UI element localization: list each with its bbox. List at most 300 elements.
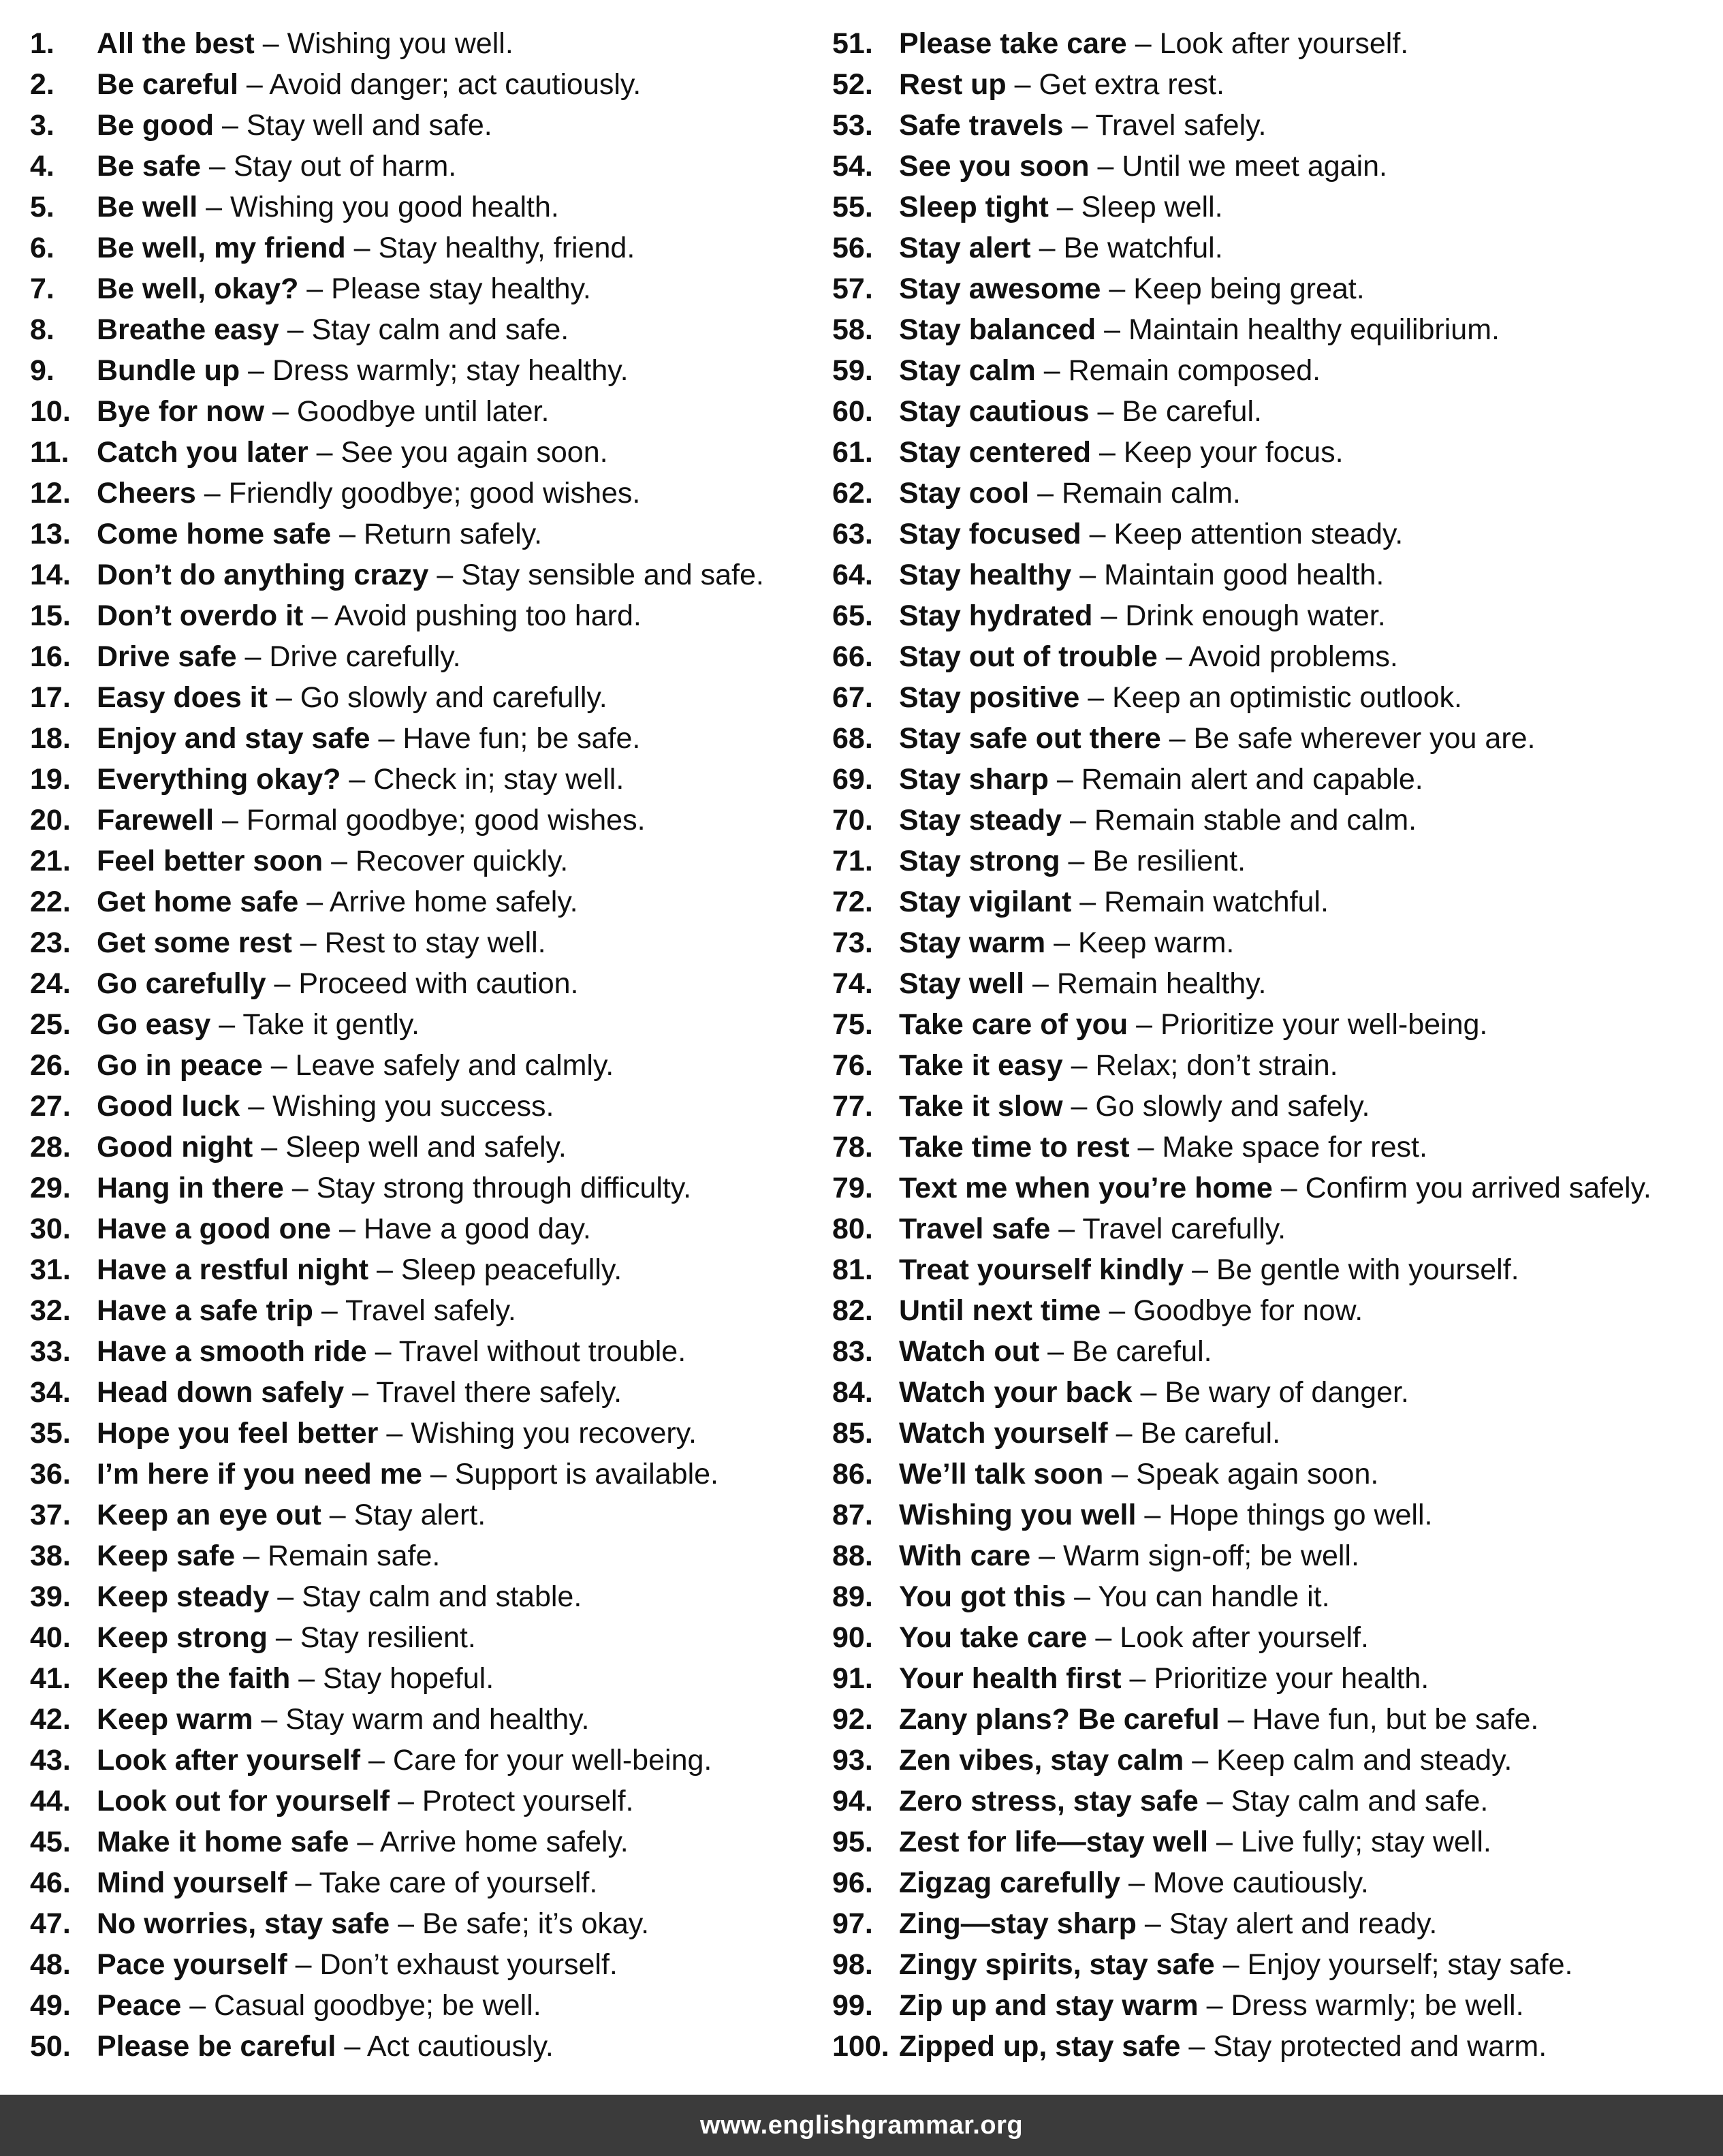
item-phrase: Get home safe <box>97 886 299 918</box>
item-meaning: Support is available. <box>454 1458 718 1490</box>
list-item <box>832 1658 1718 1699</box>
list-item <box>832 1576 1718 1617</box>
item-separator: – <box>1079 559 1096 591</box>
item-text <box>899 1004 1487 1045</box>
item-number: 48. <box>30 1948 71 1981</box>
item-text <box>97 187 559 228</box>
item-meaning: Stay calm and safe. <box>1231 1785 1489 1817</box>
item-text <box>899 105 1266 146</box>
item-number: 2. <box>30 68 54 101</box>
item-phrase: Safe travels <box>899 109 1064 142</box>
item-text <box>97 1535 440 1576</box>
list-item <box>30 432 813 473</box>
item-meaning: Sleep well. <box>1081 191 1223 223</box>
item-meaning: Hope things go well. <box>1169 1499 1433 1531</box>
item-text <box>899 1249 1519 1290</box>
item-phrase: Stay cool <box>899 477 1030 510</box>
item-number: 71. <box>832 845 873 877</box>
item-text <box>899 1535 1359 1576</box>
item-meaning: Take it gently. <box>242 1008 420 1041</box>
item-separator: – <box>357 1826 374 1858</box>
list-item <box>30 268 813 309</box>
item-phrase: Stay strong <box>899 845 1060 877</box>
item-meaning: Return safely. <box>363 518 543 550</box>
item-text <box>899 1903 1437 1944</box>
item-meaning: Wishing you recovery. <box>411 1417 697 1450</box>
item-text <box>97 1944 618 1985</box>
item-meaning: Keep warm. <box>1077 926 1235 959</box>
list-item <box>30 146 813 187</box>
item-separator: – <box>352 1376 369 1409</box>
item-number: 91. <box>832 1662 873 1695</box>
list-item <box>30 514 813 554</box>
item-phrase: Stay vigilant <box>899 886 1072 918</box>
item-meaning: Maintain good health. <box>1104 559 1385 591</box>
list-item <box>30 881 813 922</box>
item-meaning: Arrive home safely. <box>379 1826 629 1858</box>
item-phrase: Don’t do anything crazy <box>97 559 429 591</box>
item-meaning: Move cautiously. <box>1152 1866 1369 1899</box>
item-number: 51. <box>832 27 873 60</box>
item-separator: – <box>1116 1417 1133 1450</box>
item-separator: – <box>1136 1008 1153 1041</box>
item-separator: – <box>1074 1580 1091 1613</box>
item-meaning: Formal goodbye; good wishes. <box>246 804 646 837</box>
item-text <box>899 595 1386 636</box>
item-meaning: Protect yourself. <box>422 1785 634 1817</box>
item-separator: – <box>1037 477 1054 510</box>
item-number: 66. <box>832 640 873 673</box>
item-number: 70. <box>832 804 873 837</box>
item-text <box>899 146 1387 187</box>
item-separator: – <box>1111 1458 1128 1490</box>
item-phrase: All the best <box>97 27 255 60</box>
item-text <box>899 1086 1370 1127</box>
item-number: 46. <box>30 1866 71 1899</box>
list-item <box>832 1045 1718 1086</box>
item-meaning: Stay alert and ready. <box>1169 1907 1438 1940</box>
item-text <box>97 309 569 350</box>
item-phrase: With care <box>899 1540 1031 1572</box>
list-item <box>30 677 813 718</box>
item-separator: – <box>1097 150 1114 183</box>
item-phrase: Peace <box>97 1989 182 2022</box>
list-item <box>832 595 1718 636</box>
item-text <box>97 1862 597 1903</box>
item-meaning: Stay out of harm. <box>233 150 457 183</box>
item-meaning: Maintain healthy equilibrium. <box>1128 313 1500 346</box>
item-separator: – <box>248 1090 265 1123</box>
list-item <box>832 1903 1718 1944</box>
item-separator: – <box>208 150 225 183</box>
item-separator: – <box>375 1335 392 1368</box>
item-number: 82. <box>832 1294 873 1327</box>
item-number: 13. <box>30 518 71 550</box>
item-separator: – <box>344 2030 361 2063</box>
list-item <box>832 800 1718 841</box>
list-item <box>30 1862 813 1903</box>
item-meaning: Sleep well and safely. <box>285 1131 567 1163</box>
item-separator: – <box>1054 926 1070 959</box>
item-phrase: Stay warm <box>899 926 1046 959</box>
item-phrase: Take time to rest <box>899 1131 1130 1163</box>
item-phrase: Get some rest <box>97 926 292 959</box>
item-separator: – <box>339 518 355 550</box>
item-phrase: Be careful <box>97 68 238 101</box>
item-phrase: Zero stress, stay safe <box>899 1785 1199 1817</box>
list-item <box>30 1495 813 1535</box>
item-text <box>899 1290 1363 1331</box>
item-separator: – <box>1056 191 1073 223</box>
item-separator: – <box>1188 2030 1205 2063</box>
item-phrase: Breathe easy <box>97 313 279 346</box>
item-phrase: Look after yourself <box>97 1744 361 1777</box>
item-text <box>97 718 640 759</box>
item-phrase: Have a restful night <box>97 1253 369 1286</box>
item-meaning: Look after yourself. <box>1120 1621 1369 1654</box>
item-number: 30. <box>30 1213 71 1245</box>
item-text <box>899 677 1462 718</box>
item-phrase: Make it home safe <box>97 1826 349 1858</box>
item-number: 64. <box>832 559 873 591</box>
item-separator: – <box>1056 763 1073 796</box>
item-text <box>899 1208 1286 1249</box>
item-text <box>97 1740 712 1781</box>
item-phrase: Stay awesome <box>899 272 1101 305</box>
item-meaning: Friendly goodbye; good wishes. <box>228 477 641 510</box>
item-separator: – <box>275 681 292 714</box>
item-number: 18. <box>30 722 71 755</box>
item-text <box>97 1576 582 1617</box>
item-number: 84. <box>832 1376 873 1409</box>
item-phrase: Travel safe <box>899 1213 1051 1245</box>
item-number: 85. <box>832 1417 873 1450</box>
item-text <box>97 1168 691 1208</box>
item-number: 4. <box>30 150 54 183</box>
list-item <box>832 350 1718 391</box>
item-number: 88. <box>832 1540 873 1572</box>
item-phrase: Your health first <box>899 1662 1122 1695</box>
item-number: 35. <box>30 1417 71 1450</box>
item-separator: – <box>368 1744 385 1777</box>
item-phrase: Come home safe <box>97 518 332 550</box>
item-meaning: Keep attention steady. <box>1113 518 1404 550</box>
item-separator: – <box>1192 1744 1209 1777</box>
item-phrase: Be well, okay? <box>97 272 299 305</box>
list-item <box>832 718 1718 759</box>
item-meaning: Stay calm and stable. <box>302 1580 582 1613</box>
item-meaning: Keep being great. <box>1133 272 1365 305</box>
list-item <box>30 1944 813 1985</box>
item-phrase: Zing—stay sharp <box>899 1907 1137 1940</box>
item-phrase: Stay centered <box>899 436 1092 469</box>
list-item <box>30 963 813 1004</box>
item-number: 60. <box>832 395 873 428</box>
item-phrase: Stay sharp <box>899 763 1049 796</box>
item-text <box>97 1617 476 1658</box>
item-text <box>899 2026 1547 2067</box>
item-number: 55. <box>832 191 873 223</box>
item-number: 87. <box>832 1499 873 1531</box>
item-phrase: I’m here if you need me <box>97 1458 422 1490</box>
item-separator: – <box>1140 1376 1157 1409</box>
item-phrase: Zipped up, stay safe <box>899 2030 1181 2063</box>
item-number: 42. <box>30 1703 71 1736</box>
list-item <box>30 64 813 105</box>
item-text <box>899 1331 1212 1372</box>
item-phrase: Keep warm <box>97 1703 253 1736</box>
item-text <box>97 146 456 187</box>
item-meaning: Arrive home safely. <box>329 886 578 918</box>
item-phrase: Pace yourself <box>97 1948 287 1981</box>
item-phrase: Stay balanced <box>899 313 1096 346</box>
item-separator: – <box>277 1580 294 1613</box>
item-meaning: Stay alert. <box>353 1499 486 1531</box>
item-text <box>899 228 1223 268</box>
item-meaning: You can handle it. <box>1098 1580 1330 1613</box>
item-meaning: Be watchful. <box>1063 232 1223 264</box>
item-meaning: See you again soon. <box>341 436 608 469</box>
item-separator: – <box>329 1499 346 1531</box>
list-item <box>30 1985 813 2026</box>
list-item <box>832 228 1718 268</box>
item-number: 29. <box>30 1172 71 1204</box>
list-item <box>832 432 1718 473</box>
item-meaning: Travel there safely. <box>376 1376 622 1409</box>
item-text <box>97 1372 622 1413</box>
item-text <box>899 759 1423 800</box>
item-phrase: Zip up and stay warm <box>899 1989 1199 2022</box>
item-number: 17. <box>30 681 71 714</box>
item-text <box>899 1740 1512 1781</box>
item-phrase: Drive safe <box>97 640 237 673</box>
item-phrase: No worries, stay safe <box>97 1907 390 1940</box>
item-meaning: Goodbye for now. <box>1133 1294 1363 1327</box>
item-number: 33. <box>30 1335 71 1368</box>
item-text <box>899 309 1500 350</box>
item-meaning: Remain composed. <box>1068 354 1321 387</box>
item-number: 45. <box>30 1826 71 1858</box>
item-meaning: Avoid danger; act cautiously. <box>269 68 642 101</box>
item-phrase: Stay steady <box>899 804 1062 837</box>
item-text <box>899 1168 1651 1208</box>
item-text <box>97 1290 516 1331</box>
item-text <box>97 1658 494 1699</box>
item-text <box>899 1495 1432 1535</box>
item-text <box>899 1413 1280 1454</box>
item-meaning: Please stay healthy. <box>331 272 591 305</box>
item-meaning: Get extra rest. <box>1039 68 1224 101</box>
item-text <box>899 514 1403 554</box>
item-meaning: Be careful. <box>1140 1417 1281 1450</box>
item-meaning: Remain calm. <box>1062 477 1241 510</box>
item-separator: – <box>1222 1948 1239 1981</box>
item-meaning: Goodbye until later. <box>296 395 550 428</box>
item-phrase: Good luck <box>97 1090 240 1123</box>
item-meaning: Remain healthy. <box>1056 967 1267 1000</box>
item-phrase: Head down safely <box>97 1376 345 1409</box>
item-meaning: Be wary of danger. <box>1165 1376 1409 1409</box>
item-number: 81. <box>832 1253 873 1286</box>
list-item <box>30 1617 813 1658</box>
item-meaning: Take care of yourself. <box>319 1866 598 1899</box>
item-number: 28. <box>30 1131 71 1163</box>
item-separator: – <box>1088 681 1105 714</box>
item-text <box>899 23 1408 64</box>
item-phrase: Zany plans? Be careful <box>899 1703 1220 1736</box>
item-meaning: Care for your well-being. <box>392 1744 712 1777</box>
list-item <box>832 1004 1718 1045</box>
item-text <box>899 554 1384 595</box>
item-phrase: Farewell <box>97 804 215 837</box>
item-text <box>97 595 642 636</box>
list-item <box>832 1372 1718 1413</box>
item-text <box>97 1045 614 1086</box>
list-item <box>30 1127 813 1168</box>
item-separator: – <box>376 1253 393 1286</box>
item-separator: – <box>300 926 317 959</box>
item-text <box>97 2026 554 2067</box>
item-number: 37. <box>30 1499 71 1531</box>
item-meaning: Stay protected and warm. <box>1213 2030 1547 2063</box>
list-item <box>30 1331 813 1372</box>
item-phrase: Stay calm <box>899 354 1036 387</box>
item-separator: – <box>1216 1826 1233 1858</box>
item-separator: – <box>311 599 328 632</box>
item-meaning: Leave safely and calmly. <box>295 1049 614 1082</box>
item-number: 7. <box>30 272 54 305</box>
list-item <box>30 1658 813 1699</box>
item-separator: – <box>1058 1213 1075 1245</box>
list-item <box>832 187 1718 228</box>
item-separator: – <box>339 1213 355 1245</box>
item-separator: – <box>206 191 223 223</box>
item-separator: – <box>204 477 221 510</box>
list-item <box>30 473 813 514</box>
item-phrase: Have a smooth ride <box>97 1335 367 1368</box>
item-text <box>97 841 568 881</box>
item-meaning: Avoid problems. <box>1188 640 1398 673</box>
item-separator: – <box>295 1948 312 1981</box>
item-text <box>899 1862 1369 1903</box>
item-meaning: Stay sensible and safe. <box>461 559 764 591</box>
list-item <box>30 759 813 800</box>
item-meaning: Be safe wherever you are. <box>1193 722 1536 755</box>
item-phrase: Stay cautious <box>899 395 1090 428</box>
item-text <box>97 1903 649 1944</box>
item-meaning: Stay warm and healthy. <box>285 1703 590 1736</box>
item-number: 59. <box>832 354 873 387</box>
list-item <box>832 841 1718 881</box>
item-phrase: Go in peace <box>97 1049 263 1082</box>
item-meaning: Go slowly and carefully. <box>300 681 607 714</box>
item-text <box>899 718 1536 759</box>
item-phrase: Hang in there <box>97 1172 284 1204</box>
item-text <box>97 922 546 963</box>
item-number: 75. <box>832 1008 873 1041</box>
list-item <box>832 677 1718 718</box>
item-separator: – <box>287 313 304 346</box>
item-separator: – <box>1104 313 1121 346</box>
item-text <box>899 922 1234 963</box>
item-separator: – <box>1169 722 1186 755</box>
item-number: 93. <box>832 1744 873 1777</box>
item-separator: – <box>298 1662 315 1695</box>
item-separator: – <box>1069 804 1086 837</box>
item-separator: – <box>1089 518 1106 550</box>
item-separator: – <box>1280 1172 1297 1204</box>
item-meaning: Rest to stay well. <box>324 926 546 959</box>
item-phrase: See you soon <box>899 150 1090 183</box>
item-phrase: Have a good one <box>97 1213 332 1245</box>
item-meaning: Recover quickly. <box>355 845 569 877</box>
item-number: 11. <box>30 436 69 469</box>
item-number: 9. <box>30 354 54 387</box>
item-number: 49. <box>30 1989 71 2022</box>
item-number: 24. <box>30 967 71 1000</box>
footer-url[interactable]: www.englishgrammar.org <box>699 2110 1024 2140</box>
list-item <box>832 1781 1718 1822</box>
item-number: 19. <box>30 763 71 796</box>
item-separator: – <box>261 1131 278 1163</box>
item-number: 80. <box>832 1213 873 1245</box>
list-item <box>30 309 813 350</box>
item-separator: – <box>386 1417 403 1450</box>
item-meaning: Remain safe. <box>268 1540 441 1572</box>
item-text <box>899 187 1223 228</box>
item-number: 10. <box>30 395 71 428</box>
list-item <box>30 800 813 841</box>
item-text <box>899 1658 1429 1699</box>
item-separator: – <box>437 559 454 591</box>
list-item <box>30 1454 813 1495</box>
item-number: 34. <box>30 1376 71 1409</box>
item-number: 23. <box>30 926 71 959</box>
item-separator: – <box>378 722 395 755</box>
list-item <box>30 23 813 64</box>
item-separator: – <box>316 436 333 469</box>
item-number: 67. <box>832 681 873 714</box>
list-item <box>832 1290 1718 1331</box>
item-separator: – <box>349 763 366 796</box>
list-item <box>30 187 813 228</box>
item-number: 95. <box>832 1826 873 1858</box>
item-separator: – <box>1109 1294 1126 1327</box>
list-item <box>832 1740 1718 1781</box>
list-item <box>832 2026 1718 2067</box>
item-separator: – <box>1135 27 1152 60</box>
list-item <box>30 1249 813 1290</box>
item-meaning: Wishing you good health. <box>230 191 559 223</box>
item-number: 77. <box>832 1090 873 1123</box>
item-separator: – <box>1071 1049 1088 1082</box>
item-separator: – <box>1129 1662 1146 1695</box>
item-phrase: Zingy spirits, stay safe <box>899 1948 1215 1981</box>
item-phrase: Be safe <box>97 150 201 183</box>
list-item <box>30 350 813 391</box>
item-phrase: Be well <box>97 191 198 223</box>
item-phrase: Take it slow <box>899 1090 1063 1123</box>
item-text <box>899 1944 1572 1985</box>
list-item <box>30 1535 813 1576</box>
item-text <box>97 64 641 105</box>
list-item <box>30 105 813 146</box>
list-item <box>30 1822 813 1862</box>
item-number: 74. <box>832 967 873 1000</box>
item-meaning: Keep an optimistic outlook. <box>1112 681 1462 714</box>
item-separator: – <box>275 1621 292 1654</box>
item-separator: – <box>1097 395 1114 428</box>
